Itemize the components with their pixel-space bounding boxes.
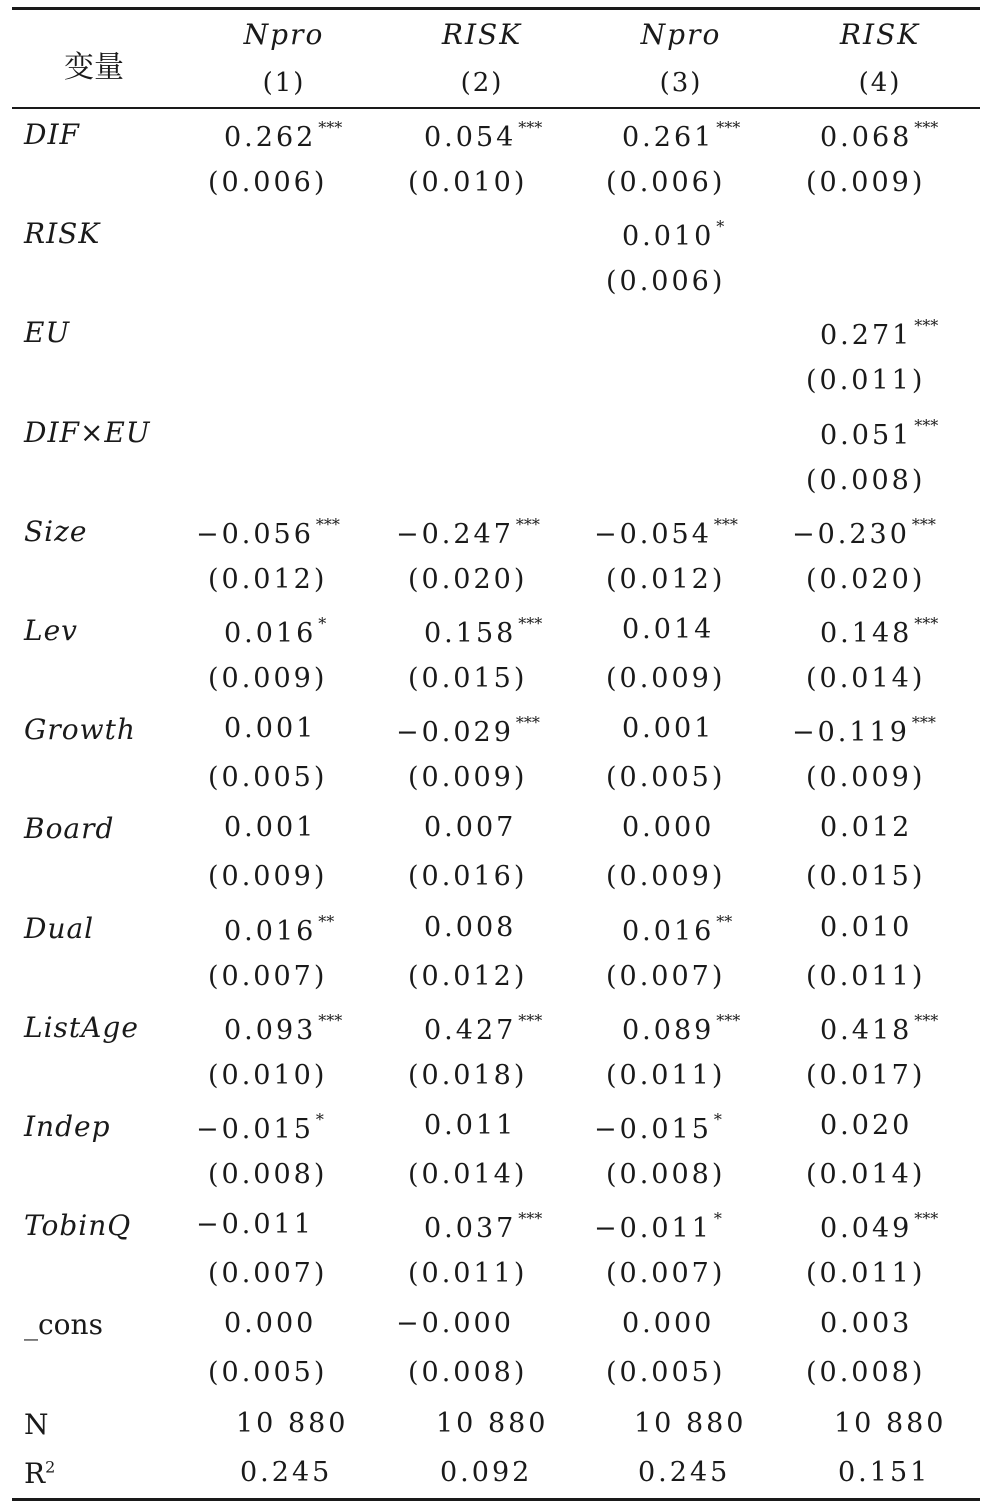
coefficient-value: 0.051 — [820, 419, 913, 451]
standard-error: (0.007) — [208, 1258, 328, 1290]
variable-name: EU — [24, 316, 71, 350]
standard-error: (0.009) — [806, 167, 926, 198]
coefficient-value: 0.418 — [820, 1014, 913, 1046]
coefficient — [820, 118, 938, 153]
significance-stars: *** — [911, 514, 936, 534]
coefficient-value: 0.158 — [424, 618, 517, 649]
variable-name: Dual — [24, 911, 95, 945]
table-row — [0, 509, 992, 559]
coefficient-value: 0.093 — [224, 1014, 317, 1046]
standard-error: (0.007) — [606, 1258, 726, 1290]
coefficient — [622, 912, 732, 947]
coefficient — [424, 812, 516, 843]
coefficient-value: 0.003 — [820, 1308, 913, 1340]
coefficient — [196, 515, 340, 550]
standard-error: (0.008) — [806, 464, 926, 496]
variable-name: Size — [24, 514, 88, 548]
coefficient — [622, 713, 714, 744]
standard-error: (0.009) — [408, 762, 528, 794]
significance-stars: *** — [315, 514, 340, 534]
coefficient-value: −0.119 — [792, 717, 910, 749]
coefficient-value: 0.000 — [622, 812, 715, 844]
coefficient-value: 0.001 — [224, 812, 317, 844]
table-row — [0, 906, 992, 956]
coefficient-value: 0.016 — [224, 915, 317, 947]
coefficient — [224, 912, 334, 947]
column-4-number: (4) — [858, 68, 902, 98]
table-row — [0, 1203, 992, 1253]
standard-error: (0.005) — [606, 762, 726, 794]
standard-error: (0.020) — [408, 563, 528, 595]
footer-row — [0, 1402, 992, 1452]
table-row — [0, 707, 992, 757]
table-row — [0, 410, 992, 460]
significance-stars: *** — [518, 1209, 543, 1229]
coefficient — [224, 1308, 316, 1339]
significance-stars: *** — [518, 1010, 543, 1030]
coefficient — [594, 515, 738, 550]
standard-error: (0.015) — [408, 663, 528, 694]
coefficient — [396, 713, 540, 748]
coefficient — [224, 812, 316, 843]
standard-error: (0.014) — [806, 663, 926, 694]
coefficient — [224, 118, 342, 153]
standard-error: (0.017) — [806, 1059, 926, 1091]
standard-error: (0.009) — [208, 663, 328, 694]
standard-error: (0.009) — [606, 663, 726, 694]
standard-error: (0.007) — [208, 960, 328, 992]
column-3-name: Npro — [640, 18, 722, 51]
standard-error: (0.008) — [408, 1357, 528, 1389]
significance-stars: *** — [716, 1010, 741, 1030]
significance-stars: *** — [713, 514, 738, 534]
standard-error: (0.020) — [806, 563, 926, 595]
standard-error: (0.015) — [806, 861, 926, 893]
coefficient-value: 0.010 — [820, 911, 913, 943]
coefficient-value: −0.011 — [196, 1209, 314, 1241]
coefficient — [424, 614, 542, 649]
standard-error: (0.009) — [208, 861, 328, 893]
significance-stars: *** — [911, 713, 936, 733]
coefficient — [820, 912, 912, 943]
coefficient-value: 0.037 — [424, 1213, 517, 1245]
coefficient-value: 0.010 — [622, 221, 715, 253]
coefficient-value: 0.011 — [424, 1110, 517, 1141]
footer-value: 10 880 — [436, 1407, 549, 1439]
variable-name: Growth — [24, 713, 136, 747]
column-2-name: RISK — [441, 18, 523, 51]
coefficient — [820, 1308, 912, 1339]
variable-name: DIF — [24, 118, 80, 151]
table-row-se — [0, 1153, 992, 1203]
standard-error: (0.012) — [208, 563, 328, 595]
coefficient-value: 0.054 — [424, 122, 517, 153]
coefficient-value: 0.001 — [224, 713, 317, 745]
variable-name: Board — [24, 812, 115, 846]
significance-stars: * — [716, 217, 725, 237]
coefficient — [224, 713, 316, 744]
coefficient-value: 0.000 — [224, 1308, 317, 1340]
standard-error: (0.011) — [806, 960, 926, 992]
table-row — [0, 1104, 992, 1154]
standard-error: (0.012) — [408, 960, 528, 992]
footer-label — [24, 1408, 49, 1441]
significance-stars: * — [315, 1110, 324, 1129]
footer-value: 0.151 — [838, 1456, 931, 1488]
coefficient-value: 0.020 — [820, 1110, 913, 1141]
standard-error: (0.009) — [806, 762, 926, 794]
footer-value: 10 880 — [834, 1407, 947, 1439]
standard-error: (0.009) — [606, 861, 726, 893]
coefficient — [424, 1011, 542, 1046]
significance-stars: *** — [515, 514, 540, 534]
variable-name: Lev — [24, 614, 78, 647]
coefficient — [622, 1308, 714, 1339]
column-4-name: RISK — [839, 18, 921, 51]
variable-header: 变量 — [64, 50, 124, 85]
coefficient-value: 0.007 — [424, 812, 517, 844]
footer-value: 0.092 — [440, 1456, 533, 1488]
coefficient — [820, 614, 938, 649]
significance-stars: ** — [716, 911, 733, 931]
coefficient — [424, 912, 516, 943]
column-1-name: Npro — [243, 18, 325, 51]
coefficient — [224, 614, 326, 649]
significance-stars: ** — [318, 911, 335, 931]
footer-value: 10 880 — [634, 1407, 747, 1439]
coefficient-value: 0.049 — [820, 1213, 913, 1245]
standard-error: (0.014) — [806, 1159, 926, 1190]
table-row-se — [0, 1351, 992, 1401]
coefficient — [622, 614, 714, 645]
coefficient-value: −0.247 — [396, 518, 514, 550]
standard-error: (0.011) — [408, 1258, 528, 1290]
coefficient-value: −0.000 — [396, 1308, 514, 1340]
footer-value: 10 880 — [236, 1407, 349, 1439]
coefficient-value: −0.029 — [396, 717, 514, 749]
coefficient — [594, 1110, 722, 1145]
variable-name: _cons — [24, 1308, 103, 1342]
coefficient — [792, 515, 936, 550]
significance-stars: * — [318, 614, 327, 633]
significance-stars: *** — [914, 118, 939, 137]
standard-error: (0.011) — [806, 365, 926, 397]
standard-error: (0.012) — [606, 563, 726, 595]
coefficient-value: 0.000 — [622, 1308, 715, 1340]
coefficient — [792, 713, 936, 748]
variable-name: TobinQ — [24, 1209, 132, 1243]
footer-label-sup: 2 — [45, 1457, 56, 1477]
footer-label-text: R — [24, 1456, 46, 1490]
standard-error: (0.010) — [208, 1059, 328, 1091]
coefficient-value: 0.271 — [820, 320, 913, 352]
significance-stars: *** — [318, 118, 343, 137]
coefficient — [396, 1308, 514, 1339]
significance-stars: *** — [518, 118, 543, 137]
coefficient — [622, 118, 740, 153]
standard-error: (0.008) — [208, 1159, 328, 1190]
coefficient — [594, 1209, 722, 1244]
standard-error: (0.008) — [606, 1159, 726, 1190]
table-row-se — [0, 359, 992, 409]
significance-stars: *** — [914, 614, 939, 633]
coefficient-value: 0.427 — [424, 1014, 517, 1046]
coefficient — [820, 1011, 938, 1046]
standard-error: (0.006) — [208, 167, 328, 198]
table-row-se — [0, 459, 992, 509]
table-row-se — [0, 1252, 992, 1302]
coefficient — [196, 1110, 324, 1145]
standard-error: (0.006) — [606, 266, 726, 298]
standard-error: (0.007) — [606, 960, 726, 992]
coefficient — [424, 118, 542, 153]
coefficient — [224, 1011, 342, 1046]
significance-stars: *** — [716, 118, 741, 137]
coefficient-value: 0.008 — [424, 911, 517, 943]
standard-error: (0.005) — [208, 1357, 328, 1389]
standard-error: (0.016) — [408, 861, 528, 893]
coefficient-value: −0.015 — [196, 1114, 314, 1145]
coefficient — [820, 812, 912, 843]
column-3-number: (3) — [659, 68, 703, 98]
coefficient — [396, 515, 540, 550]
table-row — [0, 310, 992, 360]
variable-name: RISK — [24, 217, 101, 251]
table-row — [0, 806, 992, 856]
standard-error: (0.011) — [606, 1059, 726, 1091]
standard-error: (0.005) — [208, 762, 328, 794]
coefficient-value: 0.016 — [622, 915, 715, 947]
coefficient — [820, 316, 938, 351]
table-row — [0, 112, 992, 162]
table-row-se — [0, 657, 992, 707]
coefficient — [622, 217, 724, 252]
footer-label — [24, 1457, 55, 1490]
table-row-se — [0, 260, 992, 310]
significance-stars: *** — [518, 614, 543, 633]
table-row-se — [0, 1054, 992, 1104]
significance-stars: *** — [914, 316, 939, 336]
coefficient-value: −0.054 — [594, 518, 712, 550]
significance-stars: *** — [318, 1010, 343, 1030]
significance-stars: *** — [914, 415, 939, 435]
footer-label-text: N — [24, 1407, 49, 1441]
table-row-se — [0, 558, 992, 608]
column-1-number: (1) — [262, 68, 306, 98]
table-row-se — [0, 161, 992, 211]
coefficient — [424, 1209, 542, 1244]
footer-row — [0, 1451, 992, 1501]
coefficient — [820, 1209, 938, 1244]
coefficient — [196, 1209, 314, 1240]
coefficient — [622, 812, 714, 843]
table-row — [0, 211, 992, 261]
coefficient-value: 0.001 — [622, 713, 715, 745]
variable-name: Indep — [24, 1110, 111, 1143]
variable-name: ListAge — [24, 1010, 139, 1044]
standard-error: (0.018) — [408, 1059, 528, 1091]
coefficient — [424, 1110, 516, 1141]
standard-error: (0.011) — [806, 1258, 926, 1290]
coefficient-value: 0.089 — [622, 1014, 715, 1046]
coefficient-value: 0.014 — [622, 614, 715, 645]
footer-value: 0.245 — [638, 1456, 731, 1488]
column-2-number: (2) — [460, 68, 504, 98]
coefficient — [820, 1110, 912, 1141]
coefficient-value: −0.011 — [594, 1213, 712, 1245]
significance-stars: * — [713, 1110, 722, 1129]
standard-error: (0.008) — [806, 1357, 926, 1389]
coefficient-value: 0.262 — [224, 122, 317, 153]
footer-value: 0.245 — [240, 1456, 333, 1488]
table-row — [0, 1005, 992, 1055]
coefficient — [622, 1011, 740, 1046]
significance-stars: *** — [914, 1209, 939, 1229]
coefficient-value: 0.068 — [820, 122, 913, 153]
table-row-se — [0, 756, 992, 806]
table-row-se — [0, 955, 992, 1005]
standard-error: (0.006) — [606, 167, 726, 198]
standard-error: (0.010) — [408, 167, 528, 198]
coefficient-value: 0.261 — [622, 122, 715, 153]
coefficient — [820, 416, 938, 451]
significance-stars: *** — [515, 713, 540, 733]
coefficient-value: −0.056 — [196, 518, 314, 550]
coefficient-value: 0.148 — [820, 618, 913, 649]
coefficient-value: 0.016 — [224, 618, 317, 649]
table-row — [0, 1302, 992, 1352]
coefficient-value: −0.230 — [792, 518, 910, 550]
variable-name: DIF×EU — [24, 415, 151, 449]
table-row-se — [0, 855, 992, 905]
significance-stars: * — [713, 1209, 722, 1229]
standard-error: (0.005) — [606, 1357, 726, 1389]
coefficient-value: 0.012 — [820, 812, 913, 844]
significance-stars: *** — [914, 1010, 939, 1030]
table-row — [0, 608, 992, 658]
coefficient-value: −0.015 — [594, 1114, 712, 1145]
standard-error: (0.014) — [408, 1159, 528, 1190]
